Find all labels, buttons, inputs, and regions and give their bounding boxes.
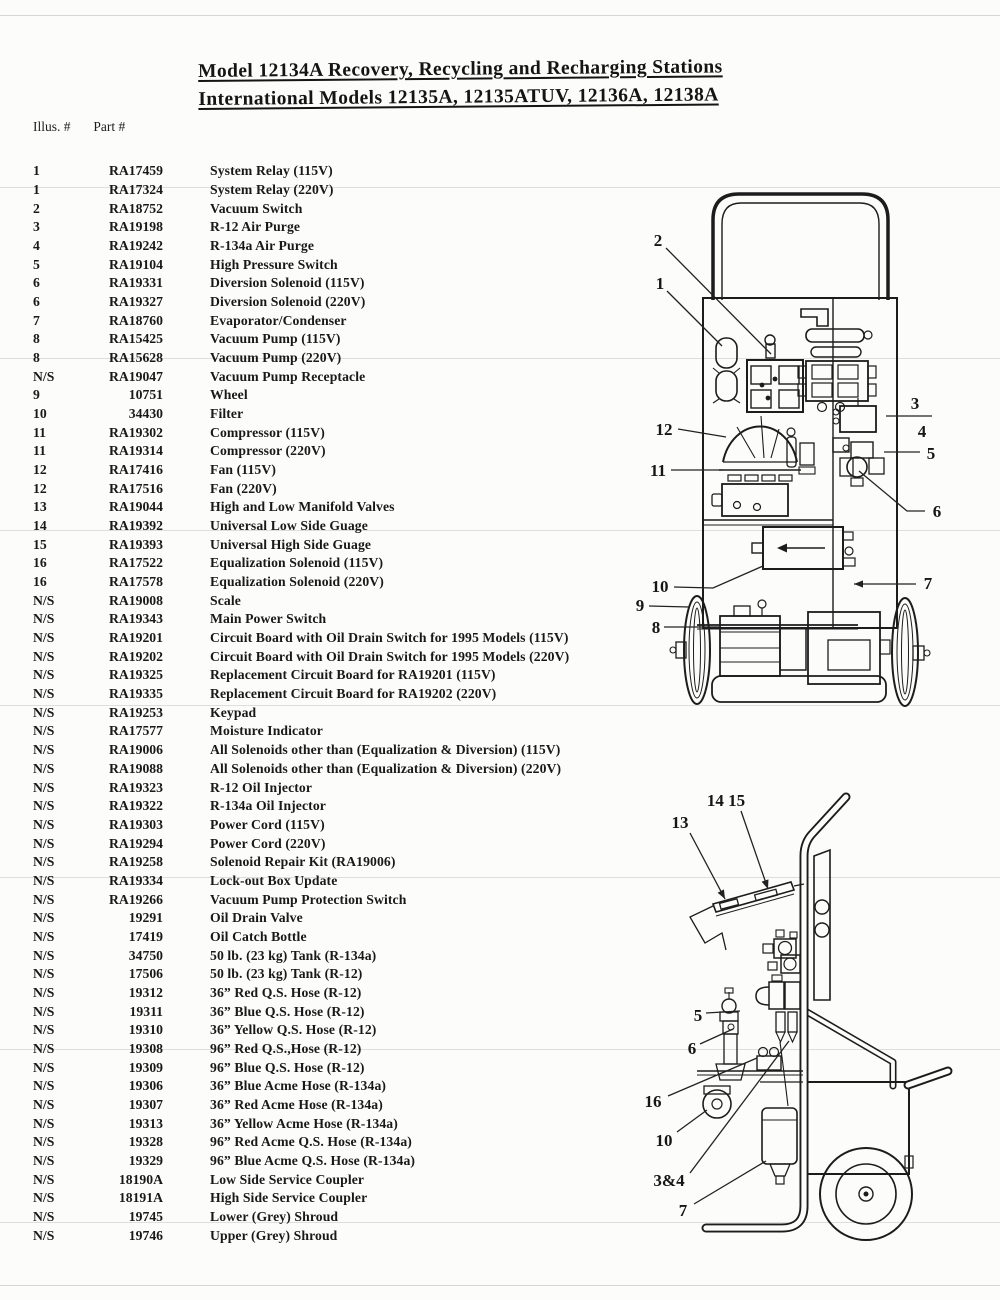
cell-part: 19291 bbox=[128, 910, 163, 926]
table-row bbox=[0, 685, 660, 704]
side-view-diagram bbox=[600, 758, 1000, 1300]
cell-desc: 36” Blue Acme Hose (R-134a) bbox=[210, 1078, 387, 1094]
table-row bbox=[0, 591, 660, 610]
cell-desc: All Solenoids other than (Equalization & Diversion) (115V) bbox=[210, 742, 561, 758]
table-row bbox=[0, 162, 660, 181]
table-row bbox=[0, 890, 660, 909]
cell-illus: 12 bbox=[33, 480, 47, 496]
table-row bbox=[0, 946, 660, 965]
table-row bbox=[0, 1096, 660, 1115]
table-row bbox=[0, 1114, 660, 1133]
cart-side-art bbox=[687, 797, 948, 1240]
cell-part: RA19047 bbox=[109, 368, 163, 384]
cell-part: RA15628 bbox=[109, 350, 163, 366]
cell-illus: 8 bbox=[33, 350, 40, 366]
cell-illus: N/S bbox=[33, 1171, 55, 1187]
callout-label: 7 bbox=[923, 574, 933, 593]
parts-table bbox=[0, 162, 660, 1245]
cell-illus: 6 bbox=[33, 275, 40, 291]
cell-part: RA17516 bbox=[109, 480, 163, 496]
cell-desc: Moisture Indicator bbox=[210, 723, 323, 739]
cell-part: RA17577 bbox=[109, 723, 163, 739]
cell-desc: Vacuum Switch bbox=[210, 200, 303, 216]
cell-part: RA19266 bbox=[109, 891, 163, 907]
cell-desc: Upper (Grey) Shroud bbox=[210, 1227, 338, 1243]
table-row bbox=[0, 1058, 660, 1077]
table-row bbox=[0, 872, 660, 891]
table-row bbox=[0, 423, 660, 442]
cell-desc: Universal Low Side Guage bbox=[210, 518, 368, 534]
table-row bbox=[0, 535, 660, 554]
cell-illus: N/S bbox=[33, 891, 55, 907]
cell-illus: 9 bbox=[33, 387, 40, 403]
cell-illus: N/S bbox=[33, 1134, 55, 1150]
cell-part: RA19201 bbox=[109, 630, 163, 646]
cell-illus: N/S bbox=[33, 630, 55, 646]
callout-label: 3&4 bbox=[653, 1171, 685, 1190]
cell-part: RA19322 bbox=[109, 798, 163, 814]
cell-desc: 50 lb. (23 kg) Tank (R-12) bbox=[210, 966, 363, 982]
cell-part: 19328 bbox=[128, 1134, 163, 1150]
cell-part: 19310 bbox=[128, 1022, 163, 1038]
cell-part: RA19334 bbox=[109, 872, 163, 888]
cell-illus: N/S bbox=[33, 1040, 55, 1056]
cell-part: RA19198 bbox=[109, 219, 163, 235]
callout-leader-line bbox=[677, 1110, 707, 1132]
callout-label: 16 bbox=[644, 1092, 662, 1111]
callout-leader-arrowhead bbox=[762, 879, 769, 889]
cell-desc: 96” Red Acme Q.S. Hose (R-134a) bbox=[210, 1134, 412, 1150]
table-row bbox=[0, 1208, 660, 1227]
cell-illus: N/S bbox=[33, 704, 55, 720]
cell-part: 18191A bbox=[118, 1190, 163, 1206]
cell-part: RA19314 bbox=[109, 443, 163, 459]
cell-desc: High Pressure Switch bbox=[210, 256, 338, 272]
cell-desc: 36” Yellow Acme Hose (R-134a) bbox=[210, 1115, 398, 1131]
cell-desc: 36” Red Acme Hose (R-134a) bbox=[210, 1096, 383, 1112]
cell-illus: N/S bbox=[33, 1115, 55, 1131]
cell-part: 19311 bbox=[129, 1003, 163, 1019]
cell-part: 19745 bbox=[128, 1208, 163, 1224]
cell-part: 19329 bbox=[128, 1152, 163, 1168]
callout-label: 10 bbox=[651, 577, 669, 596]
table-row bbox=[0, 610, 660, 629]
cell-desc: Diversion Solenoid (115V) bbox=[210, 275, 365, 291]
cell-illus: N/S bbox=[33, 592, 55, 608]
callout-label: 6 bbox=[687, 1039, 697, 1058]
cell-illus: 4 bbox=[33, 238, 40, 254]
callout-label: 12 bbox=[655, 420, 673, 439]
cell-desc: Low Side Service Coupler bbox=[210, 1171, 365, 1187]
table-row bbox=[0, 330, 660, 349]
cell-illus: 7 bbox=[33, 312, 40, 328]
cell-illus: 1 bbox=[33, 163, 40, 179]
cell-part: RA15425 bbox=[109, 331, 163, 347]
table-row bbox=[0, 816, 660, 835]
callout-label: 14 15 bbox=[706, 791, 746, 810]
cell-illus: N/S bbox=[33, 1208, 55, 1224]
callout-label: 10 bbox=[655, 1131, 673, 1150]
cell-illus: N/S bbox=[33, 779, 55, 795]
cell-part: RA19044 bbox=[109, 499, 163, 515]
table-row bbox=[0, 909, 660, 928]
cell-desc: Lower (Grey) Shroud bbox=[210, 1208, 339, 1224]
cell-desc: System Relay (115V) bbox=[210, 163, 333, 179]
table-row bbox=[0, 853, 660, 872]
cell-desc: 96” Blue Acme Q.S. Hose (R-134a) bbox=[210, 1152, 416, 1168]
front-diagram-callouts bbox=[636, 231, 942, 637]
table-row bbox=[0, 797, 660, 816]
cell-illus: N/S bbox=[33, 1059, 55, 1075]
callout-label: 6 bbox=[932, 502, 942, 521]
cell-desc: Fan (220V) bbox=[210, 480, 277, 496]
table-row bbox=[0, 349, 660, 368]
cell-desc: Replacement Circuit Board for RA19202 (220V) bbox=[210, 686, 497, 702]
cell-part: RA19253 bbox=[109, 704, 163, 720]
table-row bbox=[0, 629, 660, 648]
callout-label: 5 bbox=[926, 444, 936, 463]
cell-part: RA19303 bbox=[109, 816, 163, 832]
cell-desc: Vacuum Pump Receptacle bbox=[210, 368, 366, 384]
cell-part: 19307 bbox=[128, 1096, 163, 1112]
cell-desc: Filter bbox=[210, 406, 244, 422]
cell-part: RA19335 bbox=[109, 686, 163, 702]
cell-part: 34430 bbox=[128, 406, 163, 422]
cell-desc: Vacuum Pump Protection Switch bbox=[210, 891, 407, 907]
cell-desc: Keypad bbox=[210, 704, 257, 720]
table-row bbox=[0, 554, 660, 573]
table-row bbox=[0, 237, 660, 256]
cell-illus: 16 bbox=[33, 555, 47, 571]
table-row bbox=[0, 479, 660, 498]
cell-desc: Universal High Side Guage bbox=[210, 536, 372, 552]
cell-illus: N/S bbox=[33, 1190, 55, 1206]
cell-part: RA19088 bbox=[109, 760, 163, 776]
callout-leader-arrowhead bbox=[718, 889, 725, 899]
cell-desc: 96” Blue Q.S. Hose (R-12) bbox=[210, 1059, 365, 1075]
table-row bbox=[0, 965, 660, 984]
table-row bbox=[0, 405, 660, 424]
table-row bbox=[0, 498, 660, 517]
cell-illus: 15 bbox=[33, 536, 47, 552]
cell-part: RA17578 bbox=[109, 574, 163, 590]
cell-part: RA19331 bbox=[109, 275, 163, 291]
cell-illus: 12 bbox=[33, 462, 47, 478]
cell-part: RA18752 bbox=[109, 200, 163, 216]
cell-illus: N/S bbox=[33, 368, 55, 384]
callout-leader-line bbox=[666, 248, 771, 354]
cell-part: 19313 bbox=[128, 1115, 163, 1131]
cell-part: RA18760 bbox=[109, 312, 163, 328]
cell-part: RA19302 bbox=[109, 424, 163, 440]
cell-desc: Wheel bbox=[210, 387, 248, 403]
callout-label: 3 bbox=[910, 394, 920, 413]
table-row bbox=[0, 199, 660, 218]
callout-label: 1 bbox=[655, 274, 665, 293]
cell-illus: 3 bbox=[33, 219, 40, 235]
cell-illus: N/S bbox=[33, 1003, 55, 1019]
callout-leader-line bbox=[700, 1029, 733, 1044]
table-row bbox=[0, 703, 660, 722]
callout-leader-line bbox=[694, 1161, 766, 1204]
cell-desc: Replacement Circuit Board for RA19201 (115V) bbox=[210, 667, 496, 683]
cell-part: RA19008 bbox=[109, 592, 163, 608]
table-row bbox=[0, 218, 660, 237]
cell-part: RA19327 bbox=[109, 294, 163, 310]
cell-desc: All Solenoids other than (Equalization & Diversion) (220V) bbox=[210, 760, 562, 776]
cell-illus: N/S bbox=[33, 872, 55, 888]
cell-desc: Vacuum Pump (220V) bbox=[210, 350, 342, 366]
cell-desc: Diversion Solenoid (220V) bbox=[210, 294, 366, 310]
cell-part: 17419 bbox=[128, 928, 163, 944]
table-row bbox=[0, 1133, 660, 1152]
cell-part: 34750 bbox=[128, 947, 163, 963]
callout-leader-line bbox=[674, 566, 763, 588]
cell-part: RA19242 bbox=[109, 238, 163, 254]
cell-illus: N/S bbox=[33, 816, 55, 832]
cell-illus: N/S bbox=[33, 947, 55, 963]
column-header-illus: Illus. # bbox=[33, 119, 71, 134]
title-line-2: International Models 12135A, 12135ATUV, 12136A, 12138A bbox=[198, 84, 719, 110]
cell-desc: Oil Drain Valve bbox=[210, 910, 303, 926]
cell-desc: Circuit Board with Oil Drain Switch for 1995 Models (220V) bbox=[210, 648, 570, 664]
table-row bbox=[0, 1002, 660, 1021]
callout-leader-line bbox=[690, 833, 725, 899]
table-row bbox=[0, 647, 660, 666]
table-row bbox=[0, 367, 660, 386]
cell-illus: 11 bbox=[33, 424, 46, 440]
cell-illus: 8 bbox=[33, 331, 40, 347]
cell-illus: N/S bbox=[33, 984, 55, 1000]
callout-leader-line bbox=[649, 606, 689, 607]
callout-leader-line bbox=[859, 471, 925, 511]
cell-illus: N/S bbox=[33, 966, 55, 982]
document-title bbox=[198, 53, 723, 114]
cell-illus: 16 bbox=[33, 574, 47, 590]
table-row bbox=[0, 274, 660, 293]
cell-illus: 14 bbox=[33, 518, 47, 534]
cell-part: RA19202 bbox=[109, 648, 163, 664]
table-row bbox=[0, 573, 660, 592]
table-row bbox=[0, 181, 660, 200]
table-row bbox=[0, 778, 660, 797]
column-header-part: Part # bbox=[93, 119, 126, 134]
table-row bbox=[0, 928, 660, 947]
cell-desc: Power Cord (220V) bbox=[210, 835, 326, 851]
cell-illus: N/S bbox=[33, 648, 55, 664]
callout-label: 9 bbox=[635, 596, 645, 615]
callout-label: 5 bbox=[693, 1006, 703, 1025]
cell-illus: N/S bbox=[33, 667, 55, 683]
cell-part: RA17522 bbox=[109, 555, 163, 571]
cell-part: RA19006 bbox=[109, 742, 163, 758]
cell-illus: N/S bbox=[33, 686, 55, 702]
table-row bbox=[0, 1152, 660, 1171]
cell-part: 19306 bbox=[128, 1078, 163, 1094]
cell-desc: Lock-out Box Update bbox=[210, 872, 338, 888]
table-row bbox=[0, 666, 660, 685]
cell-desc: Power Cord (115V) bbox=[210, 816, 325, 832]
cell-illus: N/S bbox=[33, 742, 55, 758]
cell-illus: N/S bbox=[33, 1152, 55, 1168]
cell-part: RA19343 bbox=[109, 611, 163, 627]
table-row bbox=[0, 984, 660, 1003]
cell-desc: Oil Catch Bottle bbox=[210, 928, 307, 944]
table-row bbox=[0, 834, 660, 853]
cell-illus: 5 bbox=[33, 256, 40, 272]
cell-illus: N/S bbox=[33, 835, 55, 851]
cell-illus: N/S bbox=[33, 910, 55, 926]
cell-part: 18190A bbox=[118, 1171, 163, 1187]
scan-artifact-line bbox=[0, 15, 1000, 16]
cell-desc: R-134a Air Purge bbox=[210, 238, 314, 254]
cell-desc: R-12 Oil Injector bbox=[210, 779, 313, 795]
cell-desc: 96” Red Q.S.,Hose (R-12) bbox=[210, 1040, 362, 1056]
cart-front-art bbox=[670, 194, 930, 706]
cell-illus: N/S bbox=[33, 854, 55, 870]
table-row bbox=[0, 386, 660, 405]
callout-label: 7 bbox=[678, 1201, 688, 1220]
callout-label: 8 bbox=[651, 618, 661, 637]
cell-desc: R-12 Air Purge bbox=[210, 219, 301, 235]
cell-illus: N/S bbox=[33, 1022, 55, 1038]
cell-part: RA19323 bbox=[109, 779, 163, 795]
callout-label: 4 bbox=[917, 422, 927, 441]
cell-desc: 36” Red Q.S. Hose (R-12) bbox=[210, 984, 362, 1000]
table-row bbox=[0, 1077, 660, 1096]
table-row bbox=[0, 1040, 660, 1059]
cell-part: 17506 bbox=[128, 966, 163, 982]
cell-part: RA19258 bbox=[109, 854, 163, 870]
table-row bbox=[0, 461, 660, 480]
table-row bbox=[0, 517, 660, 536]
table-row bbox=[0, 442, 660, 461]
cell-illus: N/S bbox=[33, 760, 55, 776]
cell-part: 19308 bbox=[128, 1040, 163, 1056]
cell-illus: N/S bbox=[33, 798, 55, 814]
cell-desc: 36” Yellow Q.S. Hose (R-12) bbox=[210, 1022, 377, 1038]
cell-part: RA17459 bbox=[109, 163, 163, 179]
callout-label: 2 bbox=[653, 231, 663, 250]
cell-part: RA17324 bbox=[109, 182, 163, 197]
table-row bbox=[0, 722, 660, 741]
cell-desc: 50 lb. (23 kg) Tank (R-134a) bbox=[210, 947, 377, 963]
cell-desc: Vacuum Pump (115V) bbox=[210, 331, 341, 347]
callout-label: 13 bbox=[671, 813, 689, 832]
cell-desc: Equalization Solenoid (115V) bbox=[210, 555, 384, 571]
cell-part: RA19325 bbox=[109, 667, 163, 683]
cell-desc: Compressor (115V) bbox=[210, 424, 325, 440]
front-view-diagram bbox=[600, 178, 1000, 723]
cell-desc: Fan (115V) bbox=[210, 462, 277, 478]
cell-part: 19746 bbox=[128, 1227, 163, 1243]
cell-illus: N/S bbox=[33, 611, 55, 627]
cell-desc: Solenoid Repair Kit (RA19006) bbox=[210, 854, 396, 870]
callout-leader-arrowhead bbox=[854, 580, 863, 587]
cell-part: RA19392 bbox=[109, 518, 163, 534]
table-row bbox=[0, 255, 660, 274]
cell-desc: Circuit Board with Oil Drain Switch for 1995 Models (115V) bbox=[210, 630, 569, 646]
cell-illus: 6 bbox=[33, 294, 40, 310]
cell-desc: Evaporator/Condenser bbox=[210, 312, 347, 328]
table-row bbox=[0, 741, 660, 760]
cell-illus: 11 bbox=[33, 443, 46, 459]
cell-illus: 13 bbox=[33, 499, 47, 515]
cell-desc: High and Low Manifold Valves bbox=[210, 499, 395, 515]
cell-part: RA19393 bbox=[109, 536, 163, 552]
cell-desc: Equalization Solenoid (220V) bbox=[210, 574, 384, 590]
cell-illus: 1 bbox=[33, 182, 40, 197]
cell-illus: 2 bbox=[33, 200, 40, 216]
cell-illus: N/S bbox=[33, 1227, 55, 1243]
table-row bbox=[0, 1189, 660, 1208]
cell-desc: Compressor (220V) bbox=[210, 443, 326, 459]
cell-desc: R-134a Oil Injector bbox=[210, 798, 326, 814]
table-row bbox=[0, 1226, 660, 1245]
callout-label: 11 bbox=[649, 461, 667, 480]
cell-illus: 10 bbox=[33, 406, 47, 422]
table-row bbox=[0, 311, 660, 330]
cell-desc: System Relay (220V) bbox=[210, 182, 334, 197]
cell-illus: N/S bbox=[33, 1078, 55, 1094]
table-row bbox=[0, 1021, 660, 1040]
cell-desc: Scale bbox=[210, 592, 241, 608]
cell-illus: N/S bbox=[33, 928, 55, 944]
callout-leader-line bbox=[741, 811, 768, 889]
callout-leader-line bbox=[687, 1039, 789, 1173]
cell-part: RA17416 bbox=[109, 462, 163, 478]
cell-illus: N/S bbox=[33, 723, 55, 739]
cell-illus: N/S bbox=[33, 1096, 55, 1112]
cell-part: 19309 bbox=[128, 1059, 163, 1075]
cell-desc: 36” Blue Q.S. Hose (R-12) bbox=[210, 1003, 365, 1019]
cell-part: 10751 bbox=[128, 387, 163, 403]
table-row bbox=[0, 293, 660, 312]
cell-desc: Main Power Switch bbox=[210, 611, 327, 627]
cell-part: RA19104 bbox=[109, 256, 163, 272]
cell-desc: High Side Service Coupler bbox=[210, 1190, 368, 1206]
table-header bbox=[33, 119, 125, 135]
cell-part: RA19294 bbox=[109, 835, 163, 851]
table-row bbox=[0, 1170, 660, 1189]
table-row bbox=[0, 760, 660, 779]
cell-part: 19312 bbox=[128, 984, 163, 1000]
title-line-1: Model 12134A Recovery, Recycling and Recharging Stations bbox=[198, 56, 723, 82]
